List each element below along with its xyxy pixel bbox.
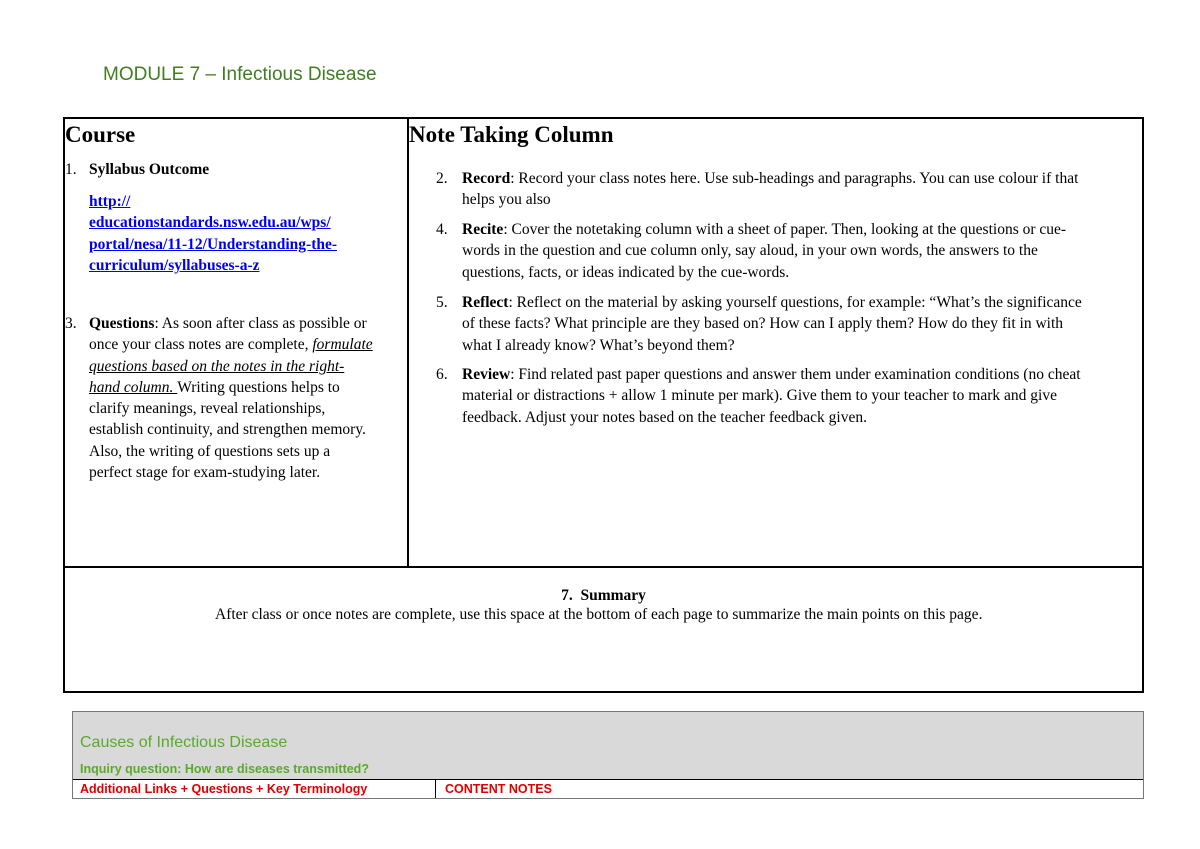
links-column-header xyxy=(73,780,436,798)
module-title: MODULE 7 – Infectious Disease xyxy=(103,64,377,85)
reflect-description: : Reflect on the material by asking yourself questions, for example: “What’s the significance of these facts? What principle are they based on? How can I apply them? How do they fit in with what I already know? What’s beyond them? xyxy=(462,294,1082,354)
item-number: 2. xyxy=(436,170,448,187)
summary-label: Summary xyxy=(580,587,646,604)
inquiry-question: Inquiry question: How are diseases transmitted? xyxy=(80,762,369,776)
summary-text: After class or once notes are complete, use this space at the bottom of each page to summarize the main points on this page. xyxy=(215,606,983,623)
cue-column xyxy=(65,119,409,566)
syllabus-link[interactable] xyxy=(89,191,389,276)
topic-header xyxy=(73,712,1143,779)
summary-section xyxy=(65,566,1142,691)
record-description: : Record your class notes here. Use sub-headings and paragraphs. You can use colour if that helps you also xyxy=(462,170,1079,209)
syllabus-link-line: educationstandards.nsw.edu.au/wps/ xyxy=(89,214,331,232)
syllabus-link-line: portal/nesa/11-12/Understanding-the- xyxy=(89,235,338,253)
topic-table xyxy=(72,711,1144,799)
item-number: 3. xyxy=(65,315,77,332)
questions-text xyxy=(89,313,374,483)
recite-text xyxy=(462,219,1082,283)
topic-title: Causes of Infectious Disease xyxy=(80,734,288,751)
links-column-label: Additional Links + Questions + Key Terminology xyxy=(80,782,368,796)
review-label: Review xyxy=(462,366,511,383)
review-text xyxy=(462,364,1082,428)
content-notes-label: CONTENT NOTES xyxy=(445,782,552,796)
item-number: 5. xyxy=(436,294,448,311)
item-number: 1. xyxy=(65,161,77,178)
cornell-notes-table xyxy=(63,117,1144,693)
syllabus-link-line: curriculum/syllabuses-a-z xyxy=(89,256,260,274)
reflect-text xyxy=(462,292,1082,356)
questions-label: Questions xyxy=(89,315,155,332)
record-label: Record xyxy=(462,170,511,187)
questions-text-after: Writing questions helps to clarify meanings, reveal relationships, establish continuity, and strengthen memory. Also, the writing of questions sets up a perfect stage for exam-studying later. xyxy=(89,378,366,482)
syllabus-link-line: http:// xyxy=(89,193,131,210)
syllabus-outcome-title: Syllabus Outcome xyxy=(89,161,210,178)
questions-emphasis: formulate questions based on the notes in the right-hand column. xyxy=(89,336,373,396)
record-text xyxy=(462,168,1082,211)
recite-label: Recite xyxy=(462,221,504,238)
item-number: 6. xyxy=(436,366,448,383)
note-taking-column xyxy=(409,119,1142,566)
recite-description: : Cover the notetaking column with a sheet of paper. Then, looking at the questions or cue-words in the question and cue column only, say aloud, in your own words, the answers to the questions, facts, or ideas indicated by the cue-words. xyxy=(462,221,1067,281)
questions-text-before: : As soon after class as possible or once your class notes are complete, xyxy=(89,315,367,354)
cue-column-heading: Course xyxy=(65,122,136,147)
reflect-label: Reflect xyxy=(462,294,509,311)
item-number: 4. xyxy=(436,221,448,238)
review-description: : Find related past paper questions and answer them under examination conditions (no cheat material or distractions + allow 1 minute per mark). Give them to your teacher to mark and give feedback. Adjust your notes based on the teacher feedback given. xyxy=(462,366,1081,426)
note-column-heading: Note Taking Column xyxy=(409,122,614,147)
item-number: 7. xyxy=(561,587,573,604)
topic-column-headers xyxy=(73,779,1143,798)
